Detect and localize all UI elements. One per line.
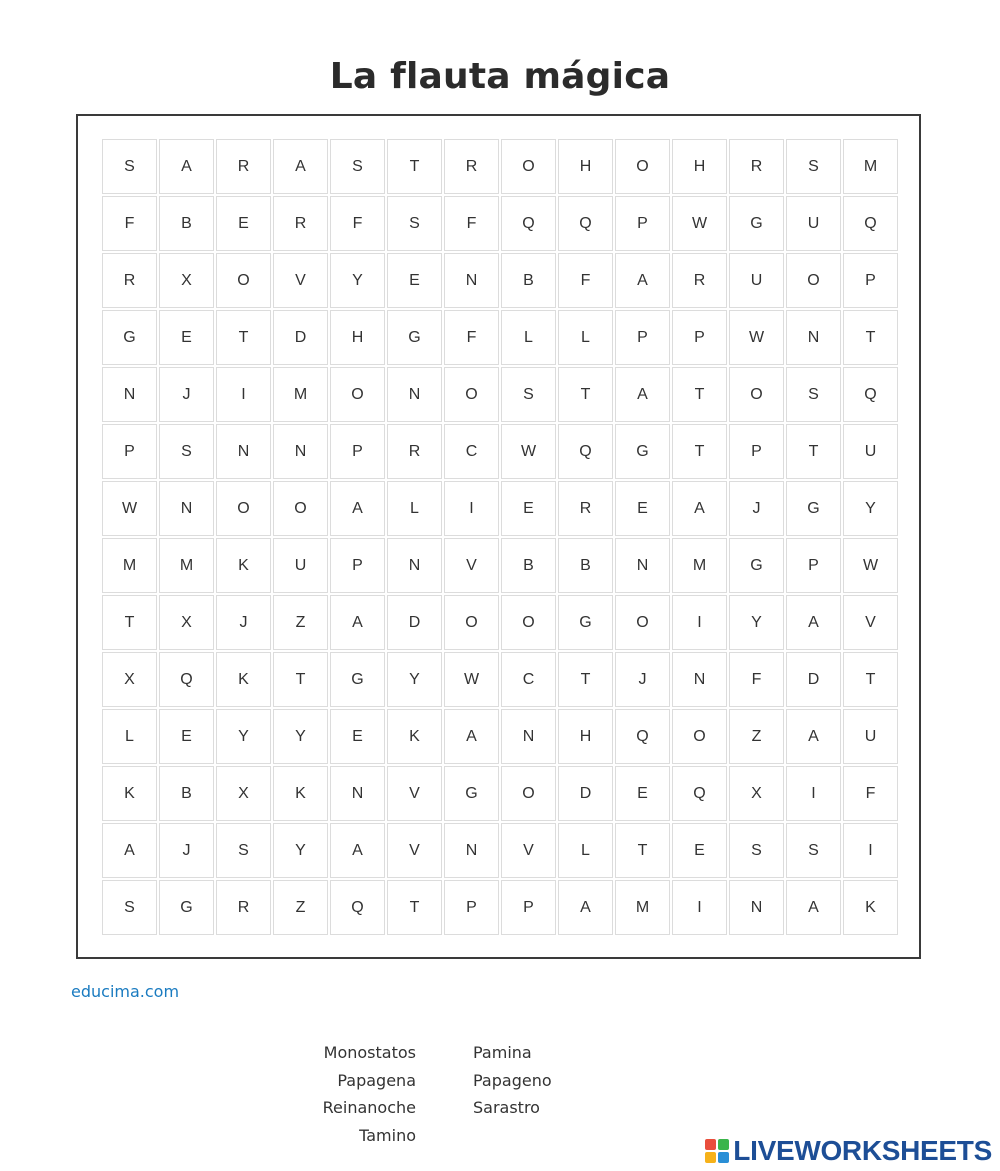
grid-cell[interactable]: Y xyxy=(273,823,328,878)
grid-cell[interactable]: E xyxy=(159,310,214,365)
grid-cell[interactable]: N xyxy=(444,253,499,308)
word-list-item: Monostatos xyxy=(323,1043,416,1062)
word-list-left xyxy=(300,1043,416,1153)
word-list-item: Reinanoche xyxy=(322,1098,416,1118)
source-link[interactable]: educima.com xyxy=(71,982,180,1001)
grid-cell[interactable]: Q xyxy=(330,880,385,935)
grid-cell[interactable]: K xyxy=(387,709,442,764)
grid-cell[interactable]: G xyxy=(387,310,442,365)
grid-cell[interactable]: F xyxy=(558,253,613,308)
logo-square-icon xyxy=(705,1139,716,1150)
grid-cell[interactable]: Q xyxy=(558,196,613,251)
grid-cell[interactable]: J xyxy=(159,367,214,422)
grid-cell[interactable]: A xyxy=(273,139,328,194)
grid-cell[interactable]: P xyxy=(615,310,670,365)
grid-cell[interactable]: N xyxy=(387,538,442,593)
grid-cell[interactable]: P xyxy=(786,538,841,593)
grid-cell[interactable]: I xyxy=(216,367,271,422)
grid-cell[interactable]: S xyxy=(102,880,157,935)
grid-cell[interactable]: D xyxy=(786,652,841,707)
grid-cell[interactable]: D xyxy=(558,766,613,821)
grid-cell[interactable]: E xyxy=(330,709,385,764)
grid-cell[interactable]: T xyxy=(672,367,727,422)
grid-cell[interactable]: A xyxy=(330,595,385,650)
grid-cell[interactable]: N xyxy=(102,367,157,422)
logo-square-icon xyxy=(705,1152,716,1163)
grid-cell[interactable]: K xyxy=(102,766,157,821)
grid-cell[interactable]: D xyxy=(273,310,328,365)
grid-cell[interactable]: W xyxy=(501,424,556,479)
grid-cell[interactable]: N xyxy=(444,823,499,878)
grid-cell[interactable]: X xyxy=(159,595,214,650)
grid-cell[interactable]: M xyxy=(159,538,214,593)
grid-cell[interactable]: S xyxy=(786,367,841,422)
liveworksheets-logo-text: LIVEWORKSHEETS xyxy=(733,1135,992,1166)
grid-cell[interactable]: A xyxy=(786,709,841,764)
grid-cell[interactable]: R xyxy=(102,253,157,308)
grid-cell[interactable]: R xyxy=(273,196,328,251)
word-list-right xyxy=(473,1043,613,1126)
grid-cell[interactable]: E xyxy=(387,253,442,308)
grid-cell[interactable]: V xyxy=(387,766,442,821)
grid-cell[interactable]: P xyxy=(843,253,898,308)
grid-cell[interactable]: Q xyxy=(615,709,670,764)
grid-cell[interactable]: R xyxy=(729,139,784,194)
grid-cell[interactable]: V xyxy=(387,823,442,878)
grid-cell[interactable]: T xyxy=(102,595,157,650)
grid-cell[interactable]: I xyxy=(843,823,898,878)
grid-cell[interactable]: L xyxy=(558,823,613,878)
grid-cell[interactable]: Y xyxy=(729,595,784,650)
grid-cell[interactable]: S xyxy=(330,139,385,194)
grid-cell[interactable]: A xyxy=(102,823,157,878)
grid-cell[interactable]: L xyxy=(558,310,613,365)
grid-cell[interactable]: Y xyxy=(216,709,271,764)
grid-cell[interactable]: C xyxy=(501,652,556,707)
grid-cell[interactable]: Q xyxy=(672,766,727,821)
grid-cell[interactable]: Q xyxy=(843,196,898,251)
grid-cell[interactable]: A xyxy=(330,823,385,878)
grid-cell[interactable]: S xyxy=(786,139,841,194)
grid-cell[interactable]: T xyxy=(843,310,898,365)
grid-cell[interactable]: A xyxy=(786,880,841,935)
grid-cell[interactable]: M xyxy=(102,538,157,593)
grid-cell[interactable]: F xyxy=(102,196,157,251)
grid-cell[interactable]: R xyxy=(672,253,727,308)
grid-cell[interactable]: W xyxy=(102,481,157,536)
grid-cell[interactable]: E xyxy=(615,766,670,821)
liveworksheets-logo-icon xyxy=(705,1139,729,1163)
grid-cell[interactable]: J xyxy=(729,481,784,536)
grid-cell[interactable]: T xyxy=(558,367,613,422)
grid-cell[interactable]: Q xyxy=(843,367,898,422)
grid-cell[interactable]: T xyxy=(672,424,727,479)
grid-cell[interactable]: O xyxy=(786,253,841,308)
grid-cell[interactable]: N xyxy=(672,652,727,707)
grid-cell[interactable]: O xyxy=(729,367,784,422)
grid-cell[interactable]: P xyxy=(330,424,385,479)
grid-cell[interactable]: K xyxy=(216,652,271,707)
word-list-item: Sarastro xyxy=(473,1098,540,1118)
grid-cell[interactable]: F xyxy=(444,310,499,365)
grid-cell[interactable]: N xyxy=(330,766,385,821)
grid-cell[interactable]: A xyxy=(330,481,385,536)
grid-cell[interactable]: N xyxy=(273,424,328,479)
grid-cell[interactable]: U xyxy=(729,253,784,308)
letter-grid[interactable] xyxy=(102,139,898,935)
grid-cell[interactable]: H xyxy=(330,310,385,365)
grid-cell[interactable]: I xyxy=(672,880,727,935)
grid-cell[interactable]: A xyxy=(672,481,727,536)
grid-cell[interactable]: P xyxy=(444,880,499,935)
grid-cell[interactable]: B xyxy=(501,253,556,308)
grid-cell[interactable]: C xyxy=(444,424,499,479)
grid-cell[interactable]: P xyxy=(102,424,157,479)
grid-cell[interactable]: T xyxy=(387,139,442,194)
grid-cell[interactable]: W xyxy=(672,196,727,251)
grid-cell[interactable]: B xyxy=(501,538,556,593)
grid-cell[interactable]: Z xyxy=(273,880,328,935)
grid-cell[interactable]: S xyxy=(786,823,841,878)
grid-cell[interactable]: G xyxy=(444,766,499,821)
grid-cell[interactable]: X xyxy=(729,766,784,821)
grid-cell[interactable]: O xyxy=(672,709,727,764)
grid-cell[interactable]: S xyxy=(216,823,271,878)
grid-cell[interactable]: Y xyxy=(273,709,328,764)
grid-cell[interactable]: Z xyxy=(273,595,328,650)
grid-cell[interactable]: Q xyxy=(159,652,214,707)
page-title: La flauta mágica xyxy=(329,56,671,97)
grid-cell[interactable]: B xyxy=(159,196,214,251)
grid-cell[interactable]: R xyxy=(444,139,499,194)
grid-cell[interactable]: S xyxy=(729,823,784,878)
grid-cell[interactable]: H xyxy=(558,139,613,194)
grid-cell[interactable]: O xyxy=(501,766,556,821)
grid-cell[interactable]: O xyxy=(216,253,271,308)
grid-cell[interactable]: U xyxy=(843,709,898,764)
grid-cell[interactable]: P xyxy=(729,424,784,479)
grid-cell[interactable]: G xyxy=(558,595,613,650)
grid-cell[interactable]: G xyxy=(159,880,214,935)
word-search-board xyxy=(76,114,921,959)
grid-cell[interactable]: B xyxy=(159,766,214,821)
grid-cell[interactable]: N xyxy=(615,538,670,593)
grid-cell[interactable]: Z xyxy=(729,709,784,764)
grid-cell[interactable]: N xyxy=(159,481,214,536)
grid-cell[interactable]: P xyxy=(672,310,727,365)
grid-cell[interactable]: Q xyxy=(558,424,613,479)
logo-square-icon xyxy=(718,1152,729,1163)
grid-cell[interactable]: E xyxy=(216,196,271,251)
grid-cell[interactable]: M xyxy=(615,880,670,935)
grid-cell[interactable]: K xyxy=(216,538,271,593)
grid-cell[interactable]: T xyxy=(843,652,898,707)
grid-cell[interactable]: A xyxy=(159,139,214,194)
grid-cell[interactable]: G xyxy=(786,481,841,536)
grid-cell[interactable]: K xyxy=(273,766,328,821)
grid-cell[interactable]: L xyxy=(387,481,442,536)
grid-cell[interactable]: I xyxy=(786,766,841,821)
grid-cell[interactable]: U xyxy=(786,196,841,251)
grid-cell[interactable]: O xyxy=(501,139,556,194)
grid-cell[interactable]: G xyxy=(615,424,670,479)
grid-cell[interactable]: R xyxy=(216,139,271,194)
grid-cell[interactable]: W xyxy=(729,310,784,365)
grid-cell[interactable]: S xyxy=(501,367,556,422)
word-list-item: Papageno xyxy=(473,1070,552,1090)
grid-cell[interactable]: Y xyxy=(843,481,898,536)
grid-cell[interactable]: U xyxy=(843,424,898,479)
grid-cell[interactable]: O xyxy=(444,367,499,422)
grid-cell[interactable]: A xyxy=(558,880,613,935)
grid-cell[interactable]: V xyxy=(273,253,328,308)
grid-cell[interactable]: N xyxy=(729,880,784,935)
grid-cell[interactable]: J xyxy=(159,823,214,878)
grid-cell[interactable]: J xyxy=(216,595,271,650)
liveworksheets-logo[interactable] xyxy=(705,1135,992,1167)
grid-cell[interactable]: N xyxy=(216,424,271,479)
grid-cell[interactable]: E xyxy=(159,709,214,764)
grid-cell[interactable]: T xyxy=(558,652,613,707)
grid-cell[interactable]: O xyxy=(501,595,556,650)
grid-cell[interactable]: F xyxy=(729,652,784,707)
grid-cell[interactable]: K xyxy=(843,880,898,935)
grid-cell[interactable]: A xyxy=(615,253,670,308)
grid-cell[interactable]: E xyxy=(615,481,670,536)
grid-cell[interactable]: S xyxy=(159,424,214,479)
grid-cell[interactable]: S xyxy=(102,139,157,194)
grid-cell[interactable]: O xyxy=(615,595,670,650)
grid-cell[interactable]: Y xyxy=(387,652,442,707)
grid-cell[interactable]: G xyxy=(729,538,784,593)
grid-cell[interactable]: J xyxy=(615,652,670,707)
grid-cell[interactable]: F xyxy=(843,766,898,821)
grid-cell[interactable]: A xyxy=(444,709,499,764)
grid-cell[interactable]: N xyxy=(501,709,556,764)
grid-cell[interactable]: I xyxy=(672,595,727,650)
grid-cell[interactable]: M xyxy=(843,139,898,194)
word-list-item: Papagena xyxy=(337,1070,416,1090)
grid-cell[interactable]: D xyxy=(387,595,442,650)
grid-cell[interactable]: T xyxy=(786,424,841,479)
grid-cell[interactable]: H xyxy=(558,709,613,764)
grid-cell[interactable]: L xyxy=(102,709,157,764)
grid-cell[interactable]: S xyxy=(387,196,442,251)
grid-cell[interactable]: V xyxy=(843,595,898,650)
grid-cell[interactable]: X xyxy=(216,766,271,821)
grid-cell[interactable]: T xyxy=(273,652,328,707)
grid-cell[interactable]: T xyxy=(615,823,670,878)
grid-cell[interactable]: O xyxy=(330,367,385,422)
grid-cell[interactable]: N xyxy=(786,310,841,365)
grid-cell[interactable]: O xyxy=(216,481,271,536)
grid-cell[interactable]: N xyxy=(387,367,442,422)
grid-cell[interactable]: H xyxy=(672,139,727,194)
grid-cell[interactable]: A xyxy=(615,367,670,422)
grid-cell[interactable]: R xyxy=(387,424,442,479)
grid-cell[interactable]: F xyxy=(444,196,499,251)
grid-cell[interactable]: W xyxy=(444,652,499,707)
grid-cell[interactable]: P xyxy=(501,880,556,935)
grid-cell[interactable]: Y xyxy=(330,253,385,308)
grid-cell[interactable]: U xyxy=(273,538,328,593)
grid-cell[interactable]: G xyxy=(729,196,784,251)
grid-cell[interactable]: E xyxy=(672,823,727,878)
grid-cell[interactable]: G xyxy=(102,310,157,365)
grid-cell[interactable]: R xyxy=(216,880,271,935)
grid-cell[interactable]: P xyxy=(330,538,385,593)
logo-square-icon xyxy=(718,1139,729,1150)
grid-cell[interactable]: V xyxy=(501,823,556,878)
grid-cell[interactable]: M xyxy=(672,538,727,593)
grid-cell[interactable]: I xyxy=(444,481,499,536)
grid-cell[interactable]: X xyxy=(102,652,157,707)
grid-cell[interactable]: R xyxy=(558,481,613,536)
word-list-item: Pamina xyxy=(473,1043,532,1062)
grid-cell[interactable]: P xyxy=(615,196,670,251)
word-list-item: Tamino xyxy=(359,1125,416,1145)
grid-cell[interactable]: G xyxy=(330,652,385,707)
grid-cell[interactable]: O xyxy=(615,139,670,194)
grid-cell[interactable]: A xyxy=(786,595,841,650)
grid-cell[interactable]: B xyxy=(558,538,613,593)
grid-cell[interactable]: E xyxy=(501,481,556,536)
grid-cell[interactable]: L xyxy=(501,310,556,365)
grid-cell[interactable]: M xyxy=(273,367,328,422)
grid-cell[interactable]: W xyxy=(843,538,898,593)
grid-cell[interactable]: F xyxy=(330,196,385,251)
grid-cell[interactable]: O xyxy=(444,595,499,650)
grid-cell[interactable]: X xyxy=(159,253,214,308)
grid-cell[interactable]: T xyxy=(216,310,271,365)
grid-cell[interactable]: O xyxy=(273,481,328,536)
grid-cell[interactable]: Q xyxy=(501,196,556,251)
grid-cell[interactable]: T xyxy=(387,880,442,935)
grid-cell[interactable]: V xyxy=(444,538,499,593)
